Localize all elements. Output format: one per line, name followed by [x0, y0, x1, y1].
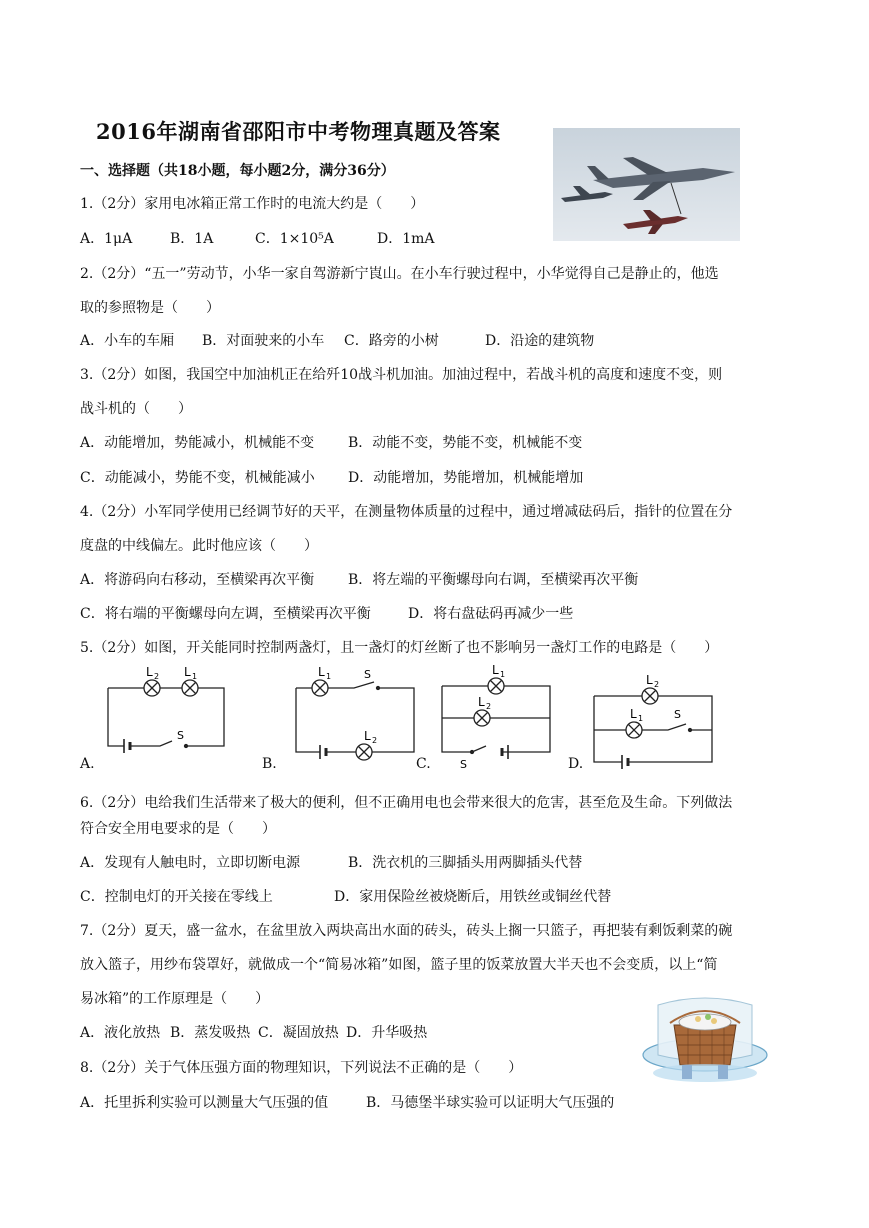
- q3-option-d: D．动能增加，势能增加，机械能增加: [348, 470, 584, 486]
- q6-options-row1: [80, 852, 582, 872]
- q7-option-b: B．蒸发吸热: [170, 1025, 251, 1041]
- lamp-l1-label-d: L: [630, 707, 637, 721]
- q5-option-b: B.: [262, 756, 277, 772]
- q4-stem-line2: 度盘的中线偏左。此时他应该（ ）: [80, 538, 318, 554]
- q6-option-a: A．发现有人触电时，立即切断电源: [80, 855, 301, 871]
- q2-stem-line2: 取的参照物是（ ）: [80, 300, 220, 316]
- q8-options: [80, 1092, 614, 1112]
- lamp-l1-label-b: L: [318, 665, 325, 679]
- q4-option-c: C．将右端的平衡螺母向左调，至横梁再次平衡: [80, 606, 371, 622]
- q1-option-a: A．1μA: [80, 231, 133, 247]
- q7-options: [80, 1022, 427, 1042]
- switch-label-b: S: [364, 668, 371, 681]
- q5-option-d: D.: [568, 756, 584, 772]
- lamp-l2-sub-b: 2: [372, 736, 378, 745]
- q6-stem-line2: 符合安全用电要求的是（ ）: [80, 821, 276, 837]
- q7-option-c: C．凝固放热: [258, 1025, 339, 1041]
- q3-option-b: B．动能不变，势能不变，机械能不变: [348, 435, 583, 451]
- q6-stem-line1: 6.（2分）电给我们生活带来了极大的便利，但不正确用电也会带来很大的危害，甚至危及生命。下列做法: [80, 795, 733, 811]
- q2-options: [80, 330, 594, 350]
- circuit-c: [436, 660, 556, 770]
- lamp-l1-label-a: L: [184, 665, 191, 679]
- q1-option-b: B．1A: [170, 231, 214, 247]
- lamp-l2-label-a: L: [146, 665, 153, 679]
- q1-stem: 1.（2分）家用电冰箱正常工作时的电流大约是（ ）: [80, 196, 425, 212]
- circuit-d: [588, 666, 718, 770]
- lamp-l2-label-c: L: [478, 695, 485, 709]
- q4-option-b: B．将左端的平衡螺母向右调，至横梁再次平衡: [348, 572, 639, 588]
- q7-option-d: D．升华吸热: [346, 1025, 428, 1041]
- q1-options: [80, 228, 435, 248]
- q3-option-a: A．动能增加，势能减小，机械能不变: [80, 435, 315, 451]
- lamp-l1-sub-b: 1: [326, 672, 332, 681]
- switch-label-d: S: [674, 708, 681, 721]
- q2-option-c: C．路旁的小树: [344, 333, 439, 349]
- q7-stem-line3: 易冰箱”的工作原理是（ ）: [80, 991, 270, 1007]
- q5-option-c: C.: [416, 756, 431, 772]
- q7-option-a: A．液化放热: [80, 1025, 161, 1041]
- lamp-l2-sub-c: 2: [486, 702, 492, 711]
- q2-option-b: B．对面驶来的小车: [202, 333, 325, 349]
- circuit-a: [100, 664, 230, 764]
- lamp-l2-sub-a: 2: [154, 672, 160, 681]
- switch-label-a: S: [177, 729, 184, 742]
- q8-stem: 8.（2分）关于气体压强方面的物理知识，下列说法不正确的是（ ）: [80, 1060, 523, 1076]
- q1-option-d: D．1mA: [377, 231, 435, 247]
- q7-stem-line2: 放入篮子，用纱布袋罩好，就做成一个“简易冰箱”如图，篮子里的饭菜放置大半天也不会变质，以上“简: [80, 957, 718, 973]
- q6-option-d: D．家用保险丝被烧断后，用铁丝或铜丝代替: [334, 889, 612, 905]
- q6-option-b: B．洗衣机的三脚插头用两脚插头代替: [348, 855, 583, 871]
- q4-options-row2: [80, 603, 573, 623]
- lamp-l1-sub-c: 1: [500, 670, 506, 679]
- lamp-l1-label-c: L: [492, 663, 499, 677]
- q3-options-row2: [80, 467, 583, 487]
- q4-option-a: A．将游码向右移动，至横梁再次平衡: [80, 572, 315, 588]
- q3-option-c: C．动能减小，势能不变，机械能减小: [80, 470, 315, 486]
- q5-stem: 5.（2分）如图，开关能同时控制两盏灯，且一盏灯的灯丝断了也不影响另一盏灯工作的电路是（ ）: [80, 640, 719, 656]
- switch-label-c: S: [460, 758, 467, 770]
- q8-option-b: B．马德堡半球实验可以证明大气压强的: [366, 1095, 615, 1111]
- page-title: 2016年湖南省邵阳市中考物理真题及答案: [96, 119, 501, 144]
- q2-stem-line1: 2.（2分）“五一”劳动节，小华一家自驾游新宁崀山。在小车行驶过程中，小华觉得自己是静止的，他选: [80, 266, 719, 282]
- simple-fridge-image: [640, 995, 770, 1090]
- q8-option-a: A．托里拆利实验可以测量大气压强的值: [80, 1095, 329, 1111]
- q2-option-d: D．沿途的建筑物: [485, 333, 595, 349]
- lamp-l1-sub-a: 1: [192, 672, 198, 681]
- q3-stem-line1: 3.（2分）如图，我国空中加油机正在给歼10战斗机加油。加油过程中，若战斗机的高度和速度不变，则: [80, 367, 723, 383]
- aerial-refueling-image: [553, 128, 740, 241]
- lamp-l2-label-b: L: [364, 729, 371, 743]
- circuit-b: [290, 664, 422, 764]
- q4-stem-line1: 4.（2分）小军同学使用已经调节好的天平，在测量物体质量的过程中，通过增减砝码后，指针的位置在分: [80, 504, 733, 520]
- lamp-l2-sub-d: 2: [654, 680, 660, 689]
- section-heading: 一、选择题（共18小题，每小题2分，满分36分）: [80, 163, 395, 179]
- q3-options-row1: [80, 432, 582, 452]
- q4-options-row1: [80, 569, 638, 589]
- q5-option-a: A.: [80, 756, 95, 772]
- q6-option-c: C．控制电灯的开关接在零线上: [80, 889, 273, 905]
- q2-option-a: A．小车的车厢: [80, 333, 175, 349]
- lamp-l2-label-d: L: [646, 673, 653, 687]
- q3-stem-line2: 战斗机的（ ）: [80, 401, 192, 417]
- q4-option-d: D．将右盘砝码再减少一些: [408, 606, 574, 622]
- q1-option-c: C．1×10⁵A: [255, 231, 334, 247]
- q6-options-row2: [80, 886, 611, 906]
- q7-stem-line1: 7.（2分）夏天，盛一盆水，在盆里放入两块高出水面的砖头，砖头上搁一只篮子，再把装有剩饭剩菜的碗: [80, 923, 733, 939]
- lamp-l1-sub-d: 1: [638, 714, 644, 723]
